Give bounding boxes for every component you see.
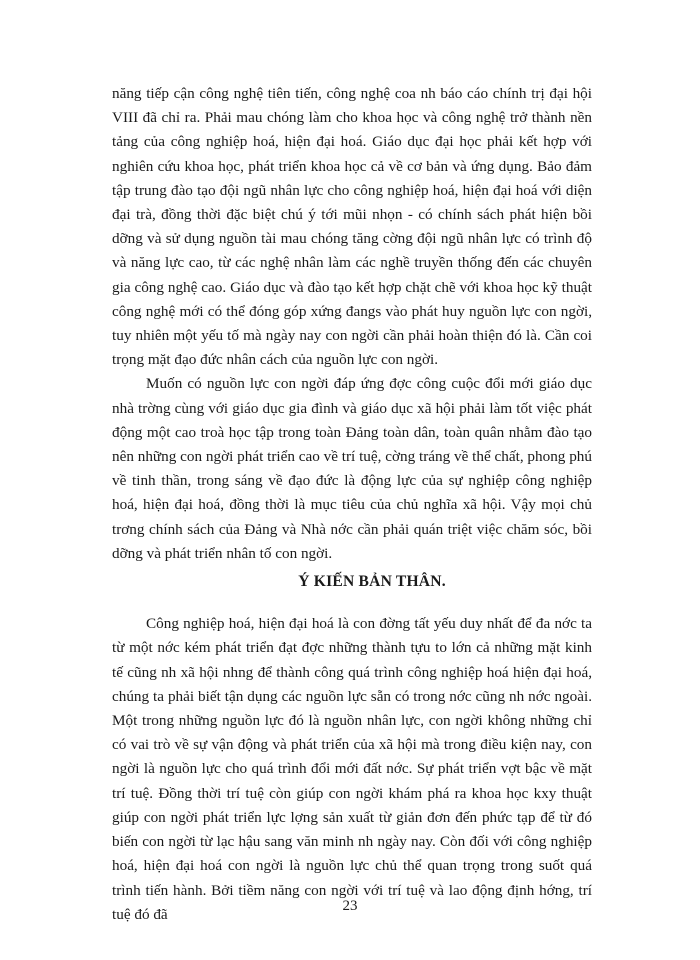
document-body	[112, 82, 592, 927]
section-heading: Ý KIẾN BẢN THÂN.	[298, 573, 446, 591]
paragraph-personal-opinion: Công nghiệp hoá, hiện đại hoá là con đờng tất yếu duy nhất để đa nớc ta từ một nớc kém phát triển đạt đợc những thành tựu to lớn cả những mặt kinh tế cũng nh xã hội nhng để thành công quá trình công nghiệp hoá hiện đại hoá, chúng ta phải biết tận dụng các nguồn lực sẵn có trong nớc cũng nh nớc ngoài. Một trong những nguồn lực đó là nguồn nhân lực, con ngời không những chỉ có vai trò về sự vận động và phát triển của xã hội mà trong điều kiện nay, con ngời là nguồn lực cho quá trình đổi mới đất nớc. Sự phát triển vợt bậc về mặt trí tuệ. Đồng thời trí tuệ còn giúp con ngời khám phá ra khoa học kxy thuật giúp con ngời phát triển lực lợng sản xuất từ giản đơn đến phức tạp để từ đó biến con ngời từ lạc hậu sang văn minh nh ngày nay. Còn đối với công nghiệp hoá, hiện đại hoá con ngời là nguồn lực chủ thể quan trọng trong suốt quá trình tiến hành. Bởi tiềm năng con ngời với trí tuệ và lao động định hớng, trí tuệ đó đã	[112, 615, 592, 923]
paragraph-human-resources: Muốn có nguồn lực con ngời đáp ứng đợc công cuộc đổi mới giáo dục nhà trờng cùng với giáo dục gia đình và giáo dục xã hội phải làm tốt việc phát động một cao troà học tập trong toàn Đảng toàn dân, toàn quân nhằm đào tạo nên những con ngời phát triển cao về trí tuệ, cờng tráng về thể chất, phong phú về tinh thần, trong sáng về đạo đức là động lực của sự nghiệp công nghiệp hoá, hiện đại hoá, đồng thời là mục tiêu của chủ nghĩa xã hội. Vậy mọi chủ trơng chính sách của Đảng và Nhà nớc cần phải quán triệt việc chăm sóc, bồi dỡng và phát triển nhân tố con ngời.	[112, 375, 592, 562]
page-number: 23	[342, 898, 358, 914]
paragraph-continued: năng tiếp cận công nghệ tiên tiến, công nghệ coa nh báo cáo chính trị đại hội VIII đã chỉ ra. Phải mau chóng làm cho khoa học và công nghệ trở thành nền tảng của công nghiệp hoá, hiện đại hoá. Giáo dục đại học phải kết hợp với nghiên cứu khoa học, phát triển khoa học cả về cơ bản và ứng dụng. Bảo đảm tập trung đào tạo đội ngũ nhân lực cho công nghiệp hoá, hiện đại hoá với diện đại trà, đồng thời đặc biệt chú ý tới mũi nhọn - có chính sách phát hiện bồi dỡng và sử dụng nguồn tài mau chóng tăng cờng đội ngũ nhân lực có trình độ và năng lực cao, từ các nghệ nhân làm các nghề truyền thống đến các chuyên gia công nghệ cao. Giáo dục và đào tạo kết hợp chặt chẽ với khoa học kỹ thuật công nghệ mới có thể đóng góp xứng đangs vào phát huy nguồn lực con ngời, tuy nhiên một yếu tố mà ngày nay con ngời cần phải hoàn thiện đó là. Cần coi trọng mặt đạo đức nhân cách của nguồn lực con ngời.	[112, 85, 592, 369]
